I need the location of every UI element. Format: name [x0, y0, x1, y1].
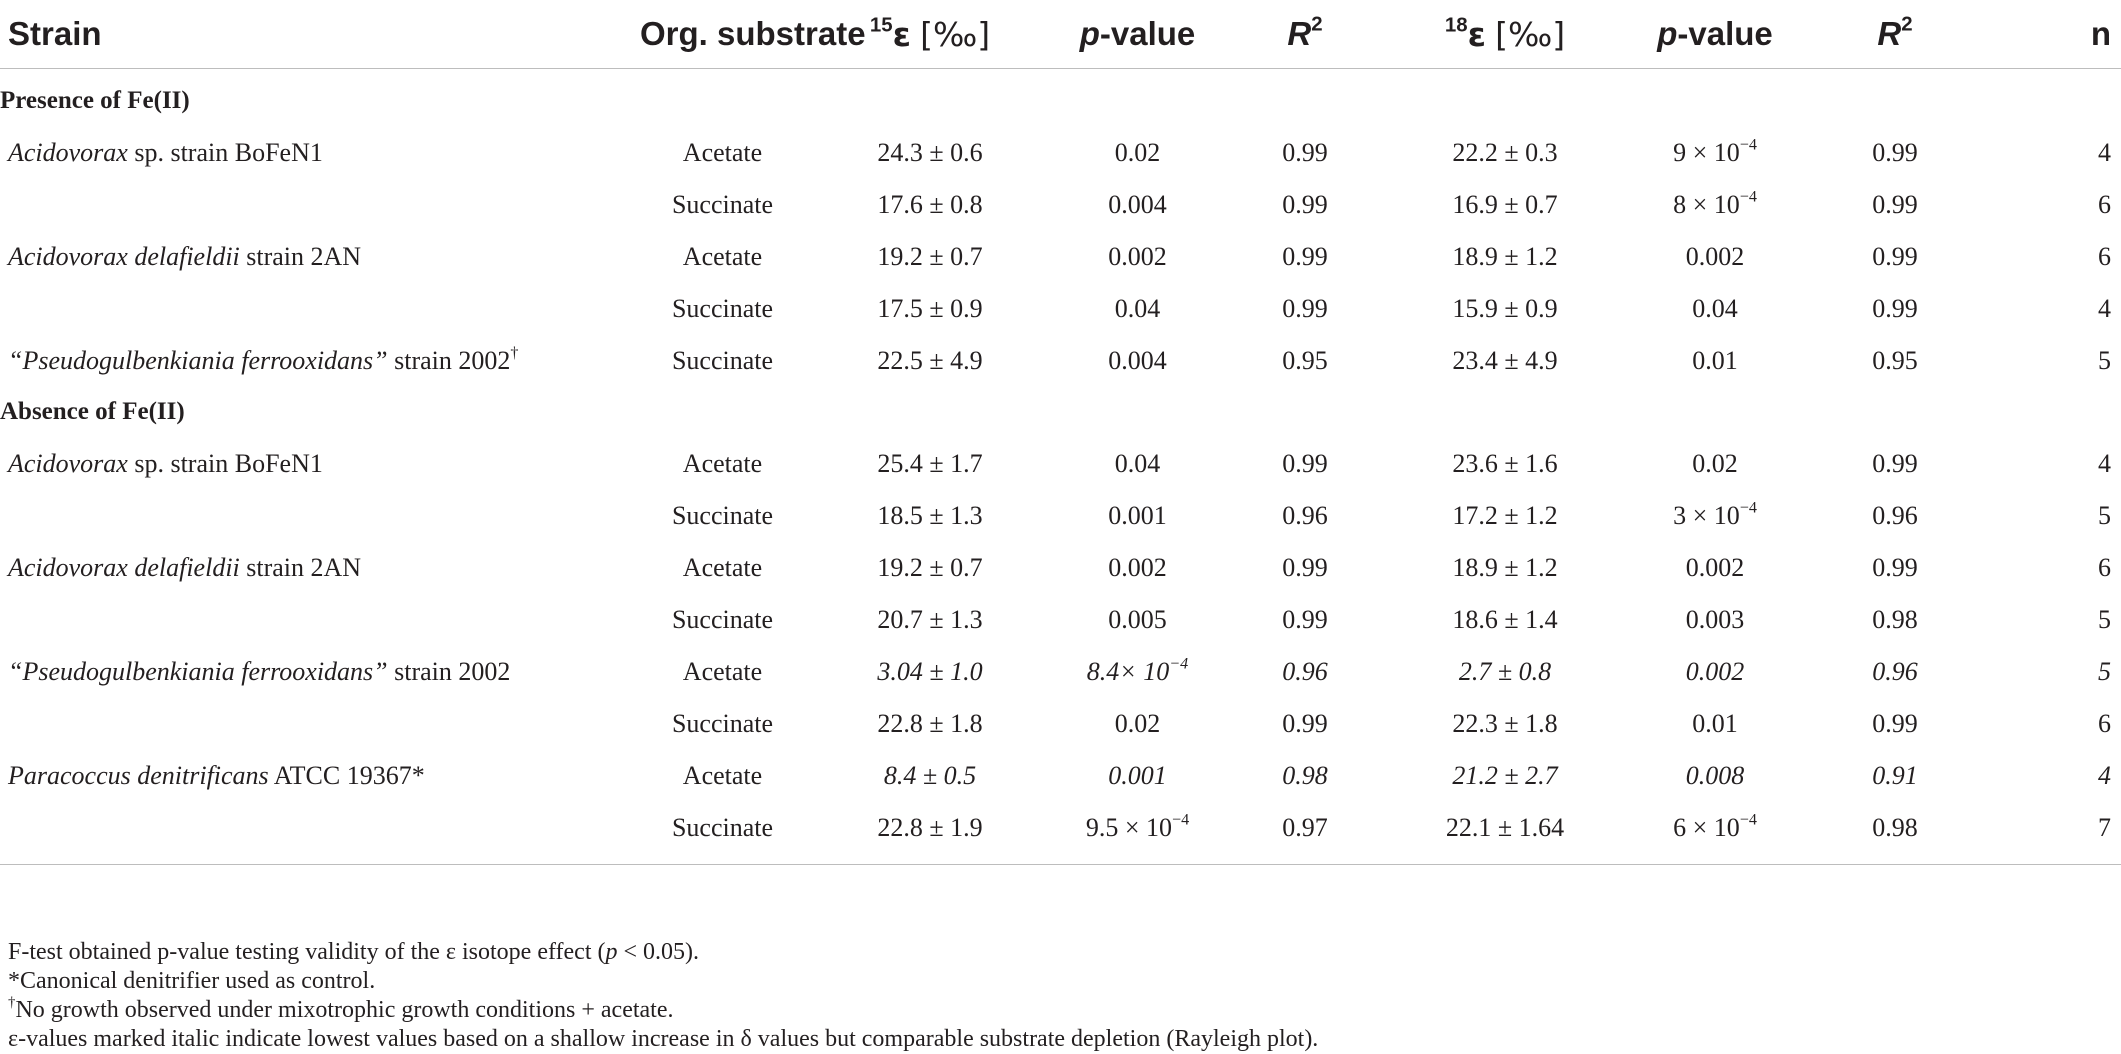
epsilon-18-cell: 18.6 ± 1.4	[1452, 605, 1558, 635]
footnote-canonical: *Canonical denitrifier used as control.	[8, 968, 376, 994]
table-row	[0, 802, 2121, 854]
table-row	[0, 750, 2121, 802]
strain-cell: Acidovorax delafieldii strain 2AN	[8, 241, 362, 271]
strain-cell	[0, 802, 640, 854]
pvalue-2-cell: $8 \times 10^{-4}$	[1673, 188, 1757, 219]
substrate-cell: Succinate	[671, 605, 774, 635]
substrate-cell: Succinate	[671, 189, 774, 219]
epsilon-15-cell: 20.7 ± 1.3	[877, 605, 983, 635]
strain-cell: Acidovorax delafieldii strain 2AN	[8, 553, 362, 583]
strain-cell	[0, 179, 640, 231]
r2-2-cell: 0.99	[1872, 293, 1918, 323]
header-epsilon-18: $^{18}$ε [‰]	[1390, 0, 1620, 69]
header-substrate: Org. substrate	[640, 0, 805, 69]
epsilon-18-cell: 23.4 ± 4.9	[1452, 345, 1558, 375]
table-row	[0, 438, 2121, 490]
epsilon-15-cell: 24.3 ± 0.6	[877, 137, 983, 167]
n-cell: 5	[2098, 605, 2111, 635]
substrate-cell: Succinate	[671, 812, 774, 842]
table-row	[0, 490, 2121, 542]
r2-2-cell: 0.99	[1872, 708, 1918, 738]
r2-2-cell: 0.96	[1872, 656, 1918, 686]
table-row	[0, 594, 2121, 646]
pvalue-1-cell: 0.004	[1108, 345, 1167, 375]
pvalue-2-cell: 0.002	[1685, 553, 1745, 583]
n-cell: 6	[2098, 708, 2111, 738]
table-row	[0, 283, 2121, 335]
pvalue-2-cell: 0.01	[1692, 345, 1738, 375]
epsilon-15-cell: 22.8 ± 1.8	[877, 708, 983, 738]
header-r2-1: $R^2$	[1220, 0, 1390, 69]
r2-2-cell: 0.99	[1872, 241, 1918, 271]
epsilon-15-cell: 19.2 ± 0.7	[877, 241, 983, 271]
epsilon-15-cell: 19.2 ± 0.7	[877, 553, 983, 583]
epsilon-15-cell: 22.5 ± 4.9	[877, 345, 983, 375]
epsilon-15-cell: 8.4 ± 0.5	[883, 760, 977, 790]
pvalue-2-cell: $6 \times 10^{-4}$	[1673, 811, 1757, 842]
pvalue-2-cell: 0.02	[1692, 449, 1738, 479]
r2-1-cell: 0.99	[1282, 137, 1328, 167]
substrate-cell: Acetate	[682, 553, 763, 583]
pvalue-1-cell: 0.002	[1108, 553, 1167, 583]
strain-cell: “Pseudogulbenkiania ferrooxidans” strain 2002†	[8, 344, 519, 375]
header-n: n	[1980, 0, 2121, 69]
epsilon-18-cell: 23.6 ± 1.6	[1452, 449, 1558, 479]
strain-cell: “Pseudogulbenkiania ferrooxidans” strain 2002	[8, 656, 511, 686]
footnote-ftest: F-test obtained p-value testing validity of the ε isotope effect (p < 0.05).	[8, 939, 700, 965]
n-cell: 5	[2098, 501, 2111, 531]
table-bottom-rule	[0, 854, 2121, 865]
substrate-cell: Acetate	[682, 656, 763, 686]
epsilon-15-cell: 25.4 ± 1.7	[877, 449, 983, 479]
n-cell: 4	[2098, 293, 2111, 323]
table-row	[0, 335, 2121, 387]
r2-1-cell: 0.98	[1282, 760, 1328, 790]
section-presence-feii	[0, 69, 2121, 128]
epsilon-18-cell: 16.9 ± 0.7	[1452, 189, 1558, 219]
n-cell: 6	[2098, 553, 2111, 583]
pvalue-2-cell: 0.01	[1692, 708, 1738, 738]
r2-1-cell: 0.96	[1282, 501, 1328, 531]
r2-1-cell: 0.95	[1282, 345, 1328, 375]
r2-2-cell: 0.95	[1872, 345, 1918, 375]
n-cell: 6	[2098, 241, 2111, 271]
header-r2-2: $R^2$	[1810, 0, 1980, 69]
table-footnotes	[8, 938, 2108, 1054]
epsilon-15-cell: 18.5 ± 1.3	[877, 501, 983, 531]
substrate-cell: Succinate	[671, 708, 774, 738]
strain-cell: Paracoccus denitrificans ATCC 19367*	[8, 760, 425, 790]
substrate-cell: Succinate	[671, 293, 774, 323]
pvalue-2-cell: 0.008	[1685, 760, 1745, 790]
section-absence-feii	[0, 386, 2121, 438]
table-row	[0, 698, 2121, 750]
table-body	[0, 69, 2121, 865]
r2-2-cell: 0.96	[1872, 501, 1918, 531]
r2-2-cell: 0.99	[1872, 137, 1918, 167]
r2-1-cell: 0.99	[1282, 293, 1328, 323]
pvalue-2-cell: 0.002	[1685, 656, 1745, 686]
strain-cell: Acidovorax sp. strain BoFeN1	[8, 137, 323, 167]
n-cell: 6	[2098, 189, 2111, 219]
r2-2-cell: 0.91	[1872, 760, 1918, 790]
r2-1-cell: 0.99	[1282, 708, 1328, 738]
pvalue-1-cell: 0.005	[1108, 605, 1167, 635]
n-cell: 4	[2098, 137, 2111, 167]
substrate-cell: Acetate	[682, 760, 763, 790]
pvalue-2-cell: 0.003	[1685, 605, 1745, 635]
pvalue-1-cell: 0.004	[1108, 189, 1167, 219]
pvalue-1-cell: 0.02	[1114, 137, 1161, 167]
substrate-cell: Succinate	[671, 345, 774, 375]
r2-1-cell: 0.99	[1282, 189, 1328, 219]
r2-2-cell: 0.98	[1872, 812, 1918, 842]
table-row	[0, 646, 2121, 698]
n-cell: 4	[2098, 760, 2111, 790]
strain-cell	[0, 698, 640, 750]
pvalue-1-cell: $9.5 \times 10^{-4}$	[1085, 811, 1190, 842]
header-pvalue-1: p-value	[1055, 0, 1220, 69]
n-cell: 4	[2098, 449, 2111, 479]
pvalue-1-cell: 0.001	[1108, 760, 1167, 790]
pvalue-1-cell: 0.04	[1114, 293, 1161, 323]
n-cell: 5	[2098, 656, 2111, 686]
pvalue-2-cell: 0.04	[1692, 293, 1738, 323]
section-presence-feii-label: Presence of Fe(II)	[0, 87, 190, 114]
epsilon-18-cell: 2.7 ± 0.8	[1458, 656, 1552, 686]
epsilon-15-cell: 22.8 ± 1.9	[877, 812, 983, 842]
epsilon-18-cell: 15.9 ± 0.9	[1452, 293, 1558, 323]
footnote-italic: ε-values marked italic indicate lowest values based on a shallow increase in δ values but comparable substrate depletion (Rayleigh plot).	[8, 1026, 1319, 1052]
epsilon-18-cell: 17.2 ± 1.2	[1452, 501, 1558, 531]
strain-cell: Acidovorax sp. strain BoFeN1	[8, 449, 323, 479]
substrate-cell: Acetate	[682, 241, 763, 271]
strain-cell	[0, 490, 640, 542]
section-absence-feii-label: Absence of Fe(II)	[0, 398, 185, 426]
epsilon-18-cell: 18.9 ± 1.2	[1452, 553, 1558, 583]
substrate-cell: Acetate	[682, 449, 763, 479]
strain-cell	[0, 594, 640, 646]
epsilon-18-cell: 22.2 ± 0.3	[1452, 137, 1558, 167]
r2-2-cell: 0.99	[1872, 449, 1918, 479]
pvalue-2-cell: 0.002	[1685, 241, 1745, 271]
epsilon-18-cell: 22.1 ± 1.64	[1445, 812, 1565, 842]
pvalue-1-cell: $8.4\times 10^{-4}$	[1086, 655, 1189, 686]
n-cell: 7	[2098, 812, 2111, 842]
pvalue-2-cell: $3 \times 10^{-4}$	[1673, 500, 1757, 531]
header-pvalue-2: p-value	[1620, 0, 1810, 69]
substrate-cell: Acetate	[682, 137, 763, 167]
pvalue-1-cell: 0.02	[1114, 708, 1161, 738]
table-row	[0, 231, 2121, 283]
n-cell: 5	[2098, 345, 2111, 375]
epsilon-18-cell: 22.3 ± 1.8	[1452, 708, 1558, 738]
epsilon-18-cell: 21.2 ± 2.7	[1452, 760, 1558, 790]
strain-cell	[0, 283, 640, 335]
header-strain: Strain	[0, 0, 640, 69]
r2-2-cell: 0.99	[1872, 189, 1918, 219]
r2-1-cell: 0.97	[1282, 812, 1328, 842]
r2-1-cell: 0.99	[1282, 553, 1328, 583]
epsilon-15-cell: 3.04 ± 1.0	[877, 656, 983, 686]
pvalue-1-cell: 0.001	[1108, 501, 1167, 531]
r2-1-cell: 0.99	[1282, 449, 1328, 479]
epsilon-18-cell: 18.9 ± 1.2	[1452, 241, 1558, 271]
table-row	[0, 127, 2121, 179]
table-row	[0, 542, 2121, 594]
pvalue-1-cell: 0.002	[1108, 241, 1167, 271]
r2-2-cell: 0.98	[1872, 605, 1918, 635]
epsilon-15-cell: 17.6 ± 0.8	[877, 189, 983, 219]
pvalue-2-cell: $9 \times 10^{-4}$	[1673, 136, 1757, 167]
r2-1-cell: 0.99	[1282, 605, 1328, 635]
footnote-dagger: †No growth observed under mixotrophic growth conditions + acetate.	[8, 994, 674, 1023]
r2-1-cell: 0.96	[1282, 656, 1328, 686]
header-epsilon-15: $^{15}$ε [‰]	[805, 0, 1055, 69]
r2-1-cell: 0.99	[1282, 241, 1328, 271]
table-row	[0, 179, 2121, 231]
substrate-cell: Succinate	[671, 501, 774, 531]
pvalue-1-cell: 0.04	[1114, 449, 1161, 479]
epsilon-15-cell: 17.5 ± 0.9	[877, 293, 983, 323]
r2-2-cell: 0.99	[1872, 553, 1918, 583]
header-row	[0, 0, 2121, 69]
